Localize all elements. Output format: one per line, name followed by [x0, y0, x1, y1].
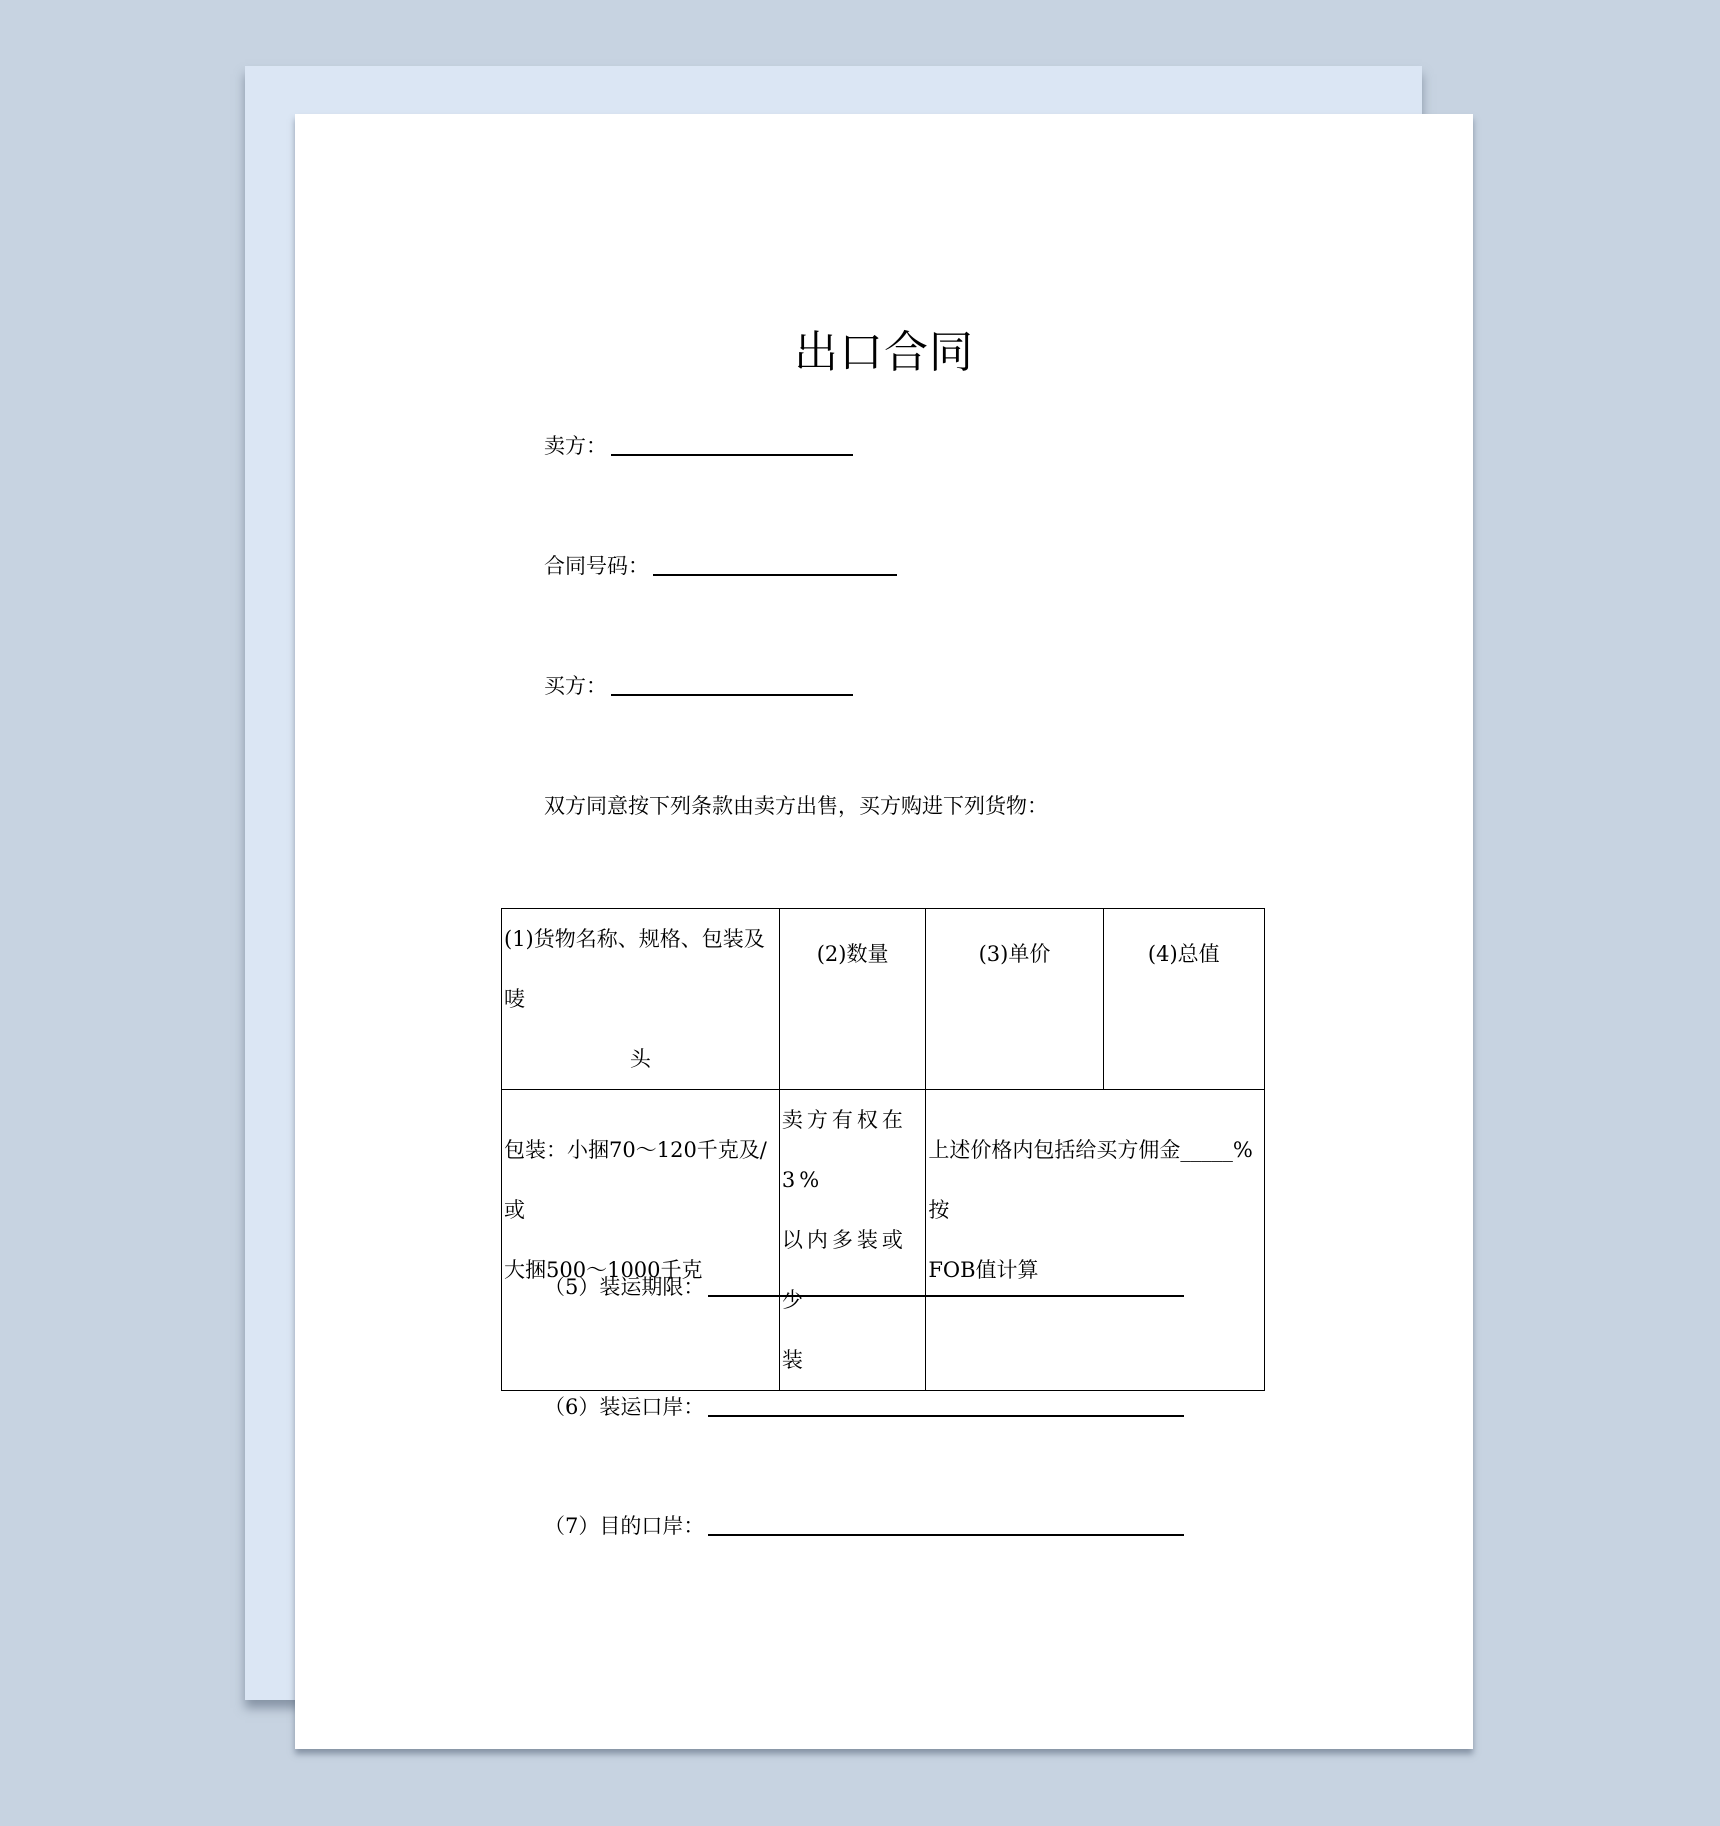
- loading-port-blank-line[interactable]: [708, 1414, 1184, 1417]
- destination-port-blank-line[interactable]: [708, 1533, 1184, 1536]
- contract-number-label: 合同号码：: [544, 554, 649, 578]
- quantity-line3: 装: [781, 1348, 807, 1372]
- table-header-row: [502, 909, 1265, 1090]
- buyer-label: 买方：: [544, 674, 607, 698]
- cell-quantity-tolerance: [779, 1090, 925, 1391]
- destination-port-label: （7）目的口岸：: [544, 1514, 705, 1538]
- buyer-field: [544, 670, 853, 700]
- shipment-period-field: [544, 1271, 1184, 1301]
- goods-table: [501, 908, 1265, 1391]
- price-line1: 上述价格内包括给买方佣金_____%按: [928, 1138, 1253, 1222]
- document-title: 出口合同: [794, 327, 974, 378]
- header-goods-line2: 头: [629, 1047, 651, 1071]
- shipment-period-blank-line[interactable]: [708, 1294, 1184, 1297]
- seller-label: 卖方：: [544, 434, 607, 458]
- cell-price-commission: [926, 1090, 1265, 1391]
- contract-number-field: [544, 550, 897, 580]
- header-goods-description: [502, 909, 780, 1090]
- seller-field: [544, 430, 853, 460]
- destination-port-field: [544, 1510, 1184, 1540]
- seller-blank-line[interactable]: [611, 453, 853, 456]
- quantity-line1: 卖方有权在3%: [781, 1108, 907, 1192]
- table-row: [502, 1090, 1265, 1391]
- header-unit-price: (3)单价: [926, 909, 1103, 1090]
- shipment-period-label: （5）装运期限：: [544, 1275, 705, 1299]
- loading-port-field: [544, 1391, 1184, 1421]
- agreement-intro: 双方同意按下列条款由卖方出售，买方购进下列货物：: [544, 794, 1048, 818]
- price-line2: FOB值计算: [928, 1258, 1039, 1282]
- packing-line1: 包装：小捆70～120千克及/或: [504, 1138, 767, 1222]
- quantity-line2: 以内多装或少: [781, 1228, 907, 1312]
- buyer-blank-line[interactable]: [611, 693, 853, 696]
- document-page: [295, 114, 1473, 1749]
- cell-packing: [502, 1090, 780, 1391]
- packing-line2: 大捆500～1000千克: [504, 1258, 703, 1282]
- header-quantity: (2)数量: [779, 909, 925, 1090]
- loading-port-label: （6）装运口岸：: [544, 1395, 705, 1419]
- header-goods-line1: (1)货物名称、规格、包装及唛: [504, 927, 765, 1011]
- contract-number-blank-line[interactable]: [653, 573, 897, 576]
- header-total-value: (4)总值: [1103, 909, 1264, 1090]
